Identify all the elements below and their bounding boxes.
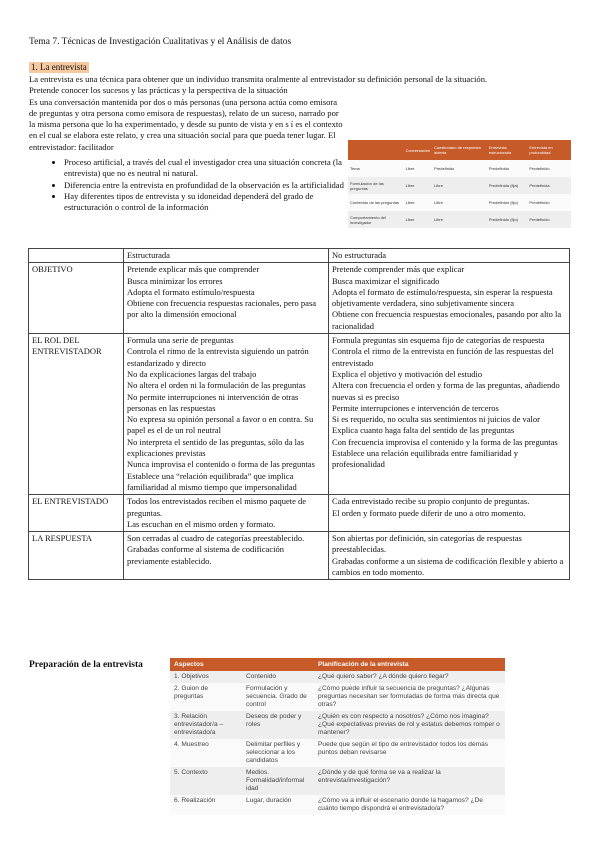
content-cell: Contenido: [242, 671, 314, 683]
table-cell: Predefinida: [527, 177, 571, 194]
cell-line: Cada entrevistado recibe su propio conjunto de preguntas.: [332, 496, 530, 507]
aspect-cell: 6. Realización: [170, 795, 242, 815]
cell-line: Con frecuencia improvisa el contenido y la forma de las preguntas: [332, 436, 558, 447]
table-cell: Predefinido: [432, 160, 487, 177]
table-cell: Tema: [348, 160, 404, 177]
table-cell: Libre: [432, 194, 487, 211]
cell-line: No interpreta el sentido de las preguntas, sólo da las explicaciones previstas: [127, 436, 305, 459]
cell-line: Todos los entrevistados reciben el mismo paquete de preguntas.: [127, 496, 307, 518]
plan-cell: ¿Dónde y de qué forma se va a realizar la entrevista/investigación?: [314, 767, 505, 795]
content-cell: Medios. Formalidad/informal idad: [242, 767, 314, 795]
cell-line: Controla el ritmo de la entrevista siguiendo un patrón estandarizado y directo: [127, 346, 309, 368]
intro-paragraph: La entrevista es una técnica para obtener que un individuo transmita oralmente al entrevistador su definición personal de la situación.: [29, 74, 488, 84]
interview-types-table: [348, 140, 571, 228]
structured-cell: [124, 263, 329, 334]
unstructured-cell: [329, 263, 570, 334]
table-cell: Formulación de las preguntas: [348, 177, 404, 194]
bullet-list: [48, 157, 354, 213]
table-header-row: [170, 658, 505, 671]
cell-line: Grabadas conforme a un sistema de codificación flexible y abierto a cambios en todo momento.: [332, 555, 564, 578]
unstructured-cell: [329, 334, 570, 495]
table-header-cell: Conversación: [404, 140, 432, 160]
table-header-cell: Planificación de la entrevista: [314, 658, 505, 671]
table-row: [170, 767, 505, 795]
cell-line: Son cerradas al cuadro de categorías preestablecido.: [127, 533, 305, 544]
cell-line: Obtiene con frecuencia respuestas emocionales, pasando por alto la racionalidad: [332, 309, 562, 331]
table-cell: Libre: [404, 177, 432, 194]
table-row: [348, 211, 571, 228]
bullet-item: • Hay diferentes tipos de entrevista y su idoneidad dependerá del grado de estructuración o control de la información: [64, 191, 354, 214]
table-row: [170, 671, 505, 683]
table-cell: Predefinido (fijo): [487, 211, 528, 228]
cell-line: Explica cuanto haga falta del sentido de las preguntas: [332, 425, 515, 436]
table-header-cell: Cuestionario de respuesta abierta: [432, 140, 487, 160]
cell-line: El orden y formato puede diferir de uno a otro momento.: [332, 507, 526, 518]
cell-line: Adopta el formato estímulo/respuesta: [127, 286, 255, 297]
main-table-body: [29, 263, 570, 580]
plan-cell: ¿Cómo va a influir el escenario donde la hagamos? ¿De cuánto tiempo dispondrá el entrevistado/a?: [314, 795, 505, 815]
cell-line: Grabadas conforme al sistema de codificación previamente establecido.: [127, 544, 284, 566]
section-heading: 1. La entrevista: [31, 62, 87, 72]
plan-cell: Puede que según el tipo de entrevistador todos los demás puntos deban revisarse: [314, 739, 505, 767]
table-row: [348, 194, 571, 211]
cell-line: No altera el orden ni la formulación de las preguntas: [127, 380, 306, 391]
table-cell: Predefinido: [527, 160, 571, 177]
table-cell: Predefinido: [527, 194, 571, 211]
intro-paragraph: Pretende conocer los sucesos y las prácticas y la perspectiva de la situación: [29, 85, 288, 96]
table-row: [29, 532, 570, 580]
cell-line: Pretende explicar más que comprender: [127, 264, 260, 275]
table-row: [29, 334, 570, 495]
table-header-row: [29, 249, 570, 263]
content-cell: Delimitar perfiles y seleccionar a los candidatos: [242, 739, 314, 767]
table-row: [348, 160, 571, 177]
interview-planning-table: [170, 658, 505, 815]
row-label: OBJETIVO: [29, 263, 124, 334]
table-row: [29, 495, 570, 532]
row-label: EL ENTREVISTADO: [29, 495, 124, 532]
table-cell: Comportamiento del investigador: [348, 211, 404, 228]
aspect-cell: 5. Contexto: [170, 767, 242, 795]
table-row: [170, 739, 505, 767]
structured-vs-unstructured-table: [28, 248, 570, 580]
cell-line: Busca maximizar el significado: [332, 275, 440, 286]
table-cell: Predefinido: [527, 211, 571, 228]
content-cell: Formulación y secuencia. Grado de control: [242, 683, 314, 711]
row-label: EL ROL DEL ENTREVISTADOR: [29, 334, 124, 495]
table-header-cell: [29, 249, 124, 263]
table-header-cell: Estructurada: [124, 249, 329, 263]
cell-line: Nunca improvisa el contenido o forma de las preguntas: [127, 459, 315, 470]
plan-cell: ¿Quién es con respecto a nosotros? ¿Cómo nos imagina? ¿Qué expectativas previas de rol y estatus debemos romper o mantener?: [314, 711, 505, 739]
content-cell: Lugar, duración: [242, 795, 314, 815]
cell-line: Establece una “relación equilibrada” que implica familiaridad al mismo tiempo que impersonalidad: [127, 470, 297, 492]
preparation-heading: Preparación de la entrevista: [29, 660, 143, 670]
table-cell: Libre: [404, 194, 432, 211]
document-title: Tema 7. Técnicas de Investigación Cualitativas y el Análisis de datos: [29, 37, 292, 47]
table-row: [29, 263, 570, 334]
table-header-cell: [242, 658, 314, 671]
plan-table-body: [170, 671, 505, 815]
structured-cell: [124, 334, 329, 495]
table-cell: Libre: [432, 211, 487, 228]
structured-cell: [124, 532, 329, 580]
table-header-cell: [348, 140, 404, 160]
aspect-cell: 2. Guion de preguntas: [170, 683, 242, 711]
aspect-cell: 1. Objetivos: [170, 671, 242, 683]
table-header-cell: Aspectos: [170, 658, 242, 671]
table-cell: Predefinido (fijo): [487, 194, 528, 211]
cell-line: Establece una relación equilibrada entre familiaridad y profesionalidad: [332, 448, 518, 470]
table-cell: Predefinida (fija): [487, 177, 528, 194]
intro-paragraph: Es una conversación mantenida por dos o más personas (una persona actúa como emisora de preguntas y otra persona como emisora de respuestas), relato de un suceso, narrado por la misma persona que lo ha experimentado, y desde su punto de vista y en s í es el contexto en el cual se elabora este relato, y crea una situación social para que pueda tener lugar. El entrevistador: facilitador: [29, 96, 343, 152]
unstructured-cell: [329, 532, 570, 580]
cell-line: Controla el ritmo de la entrevista en función de las respuestas del entrevistado: [332, 346, 554, 368]
cell-line: Si es requerido, no oculta sus sentimientos ni juicios de valor: [332, 414, 540, 425]
table-header-cell: Entrevista estructurada: [487, 140, 528, 160]
table-row: [170, 711, 505, 739]
table-header-row: [348, 140, 571, 160]
cell-line: Explica el objetivo y motivación del estudio: [332, 368, 483, 379]
unstructured-cell: [329, 495, 570, 532]
plan-cell: ¿Qué quiero saber? ¿A dónde quiero llegar?: [314, 671, 505, 683]
table-row: [170, 683, 505, 711]
cell-line: Son abiertas por definición, sin categorías de respuestas preestablecidas.: [332, 533, 522, 555]
cell-line: Formula preguntas sin esquema fijo de categorías de respuesta: [332, 335, 545, 346]
bullet-item: • Diferencia entre la entrevista en profundidad de la observación es la artificialidad: [64, 180, 354, 191]
cell-line: No expresa su opinión personal a favor o en contra. Su papel es el de un rol neutral: [127, 414, 314, 436]
aspect-cell: 3. Relación entrevistador/a – entrevistado/a: [170, 711, 242, 739]
table-row: [170, 795, 505, 815]
table-header-cell: No estructurada: [329, 249, 570, 263]
content-cell: Deseos de poder y roles: [242, 711, 314, 739]
table-cell: Predefinido: [487, 160, 528, 177]
plan-cell: ¿Cómo puede influir la secuencia de preguntas? ¿Algunas preguntas necesitan ser formuladas de forma más directa que otras?: [314, 683, 505, 711]
cell-line: Busca minimizar los errores: [127, 275, 223, 286]
table-cell: Libre: [404, 211, 432, 228]
cell-line: Pretende comprender más que explicar: [332, 264, 465, 275]
cell-line: Obtiene con frecuencia respuestas racionales, pero pasa por alto la dimensión emocional: [127, 298, 317, 320]
cell-line: Adopta el formato de estímulo/respuesta, sin esperar la respuesta objetivamente verdadera, sino subjetivamente sincera: [332, 286, 553, 309]
table-header-cell: Entrevista en profundidad: [527, 140, 571, 160]
cell-line: Altera con frecuencia el orden y forma de las preguntas, añadiendo nuevas si es preciso: [332, 380, 560, 402]
cell-line: Las escuchan en el mismo orden y formato.: [127, 518, 276, 529]
aspect-cell: 4. Muestreo: [170, 739, 242, 767]
row-label: LA RESPUESTA: [29, 532, 124, 580]
structured-cell: [124, 495, 329, 532]
table-cell: Libre: [432, 177, 487, 194]
cell-line: Permite interrupciones e intervención de terceros: [332, 402, 499, 413]
cell-line: No permite interrupciones ni intervención de otras personas en las respuestas: [127, 391, 299, 413]
bullet-item: • Proceso artificial, a través del cual el investigador crea una situación concreta (la entrevista) que no es neutral ni natural.: [64, 157, 354, 180]
table-cell: Contenido de las preguntas: [348, 194, 404, 211]
table-row: [348, 177, 571, 194]
table-cell: Libre: [404, 160, 432, 177]
cell-line: Formula una serie de preguntas: [127, 335, 234, 346]
cell-line: No da explicaciones largas del trabajo: [127, 368, 257, 379]
